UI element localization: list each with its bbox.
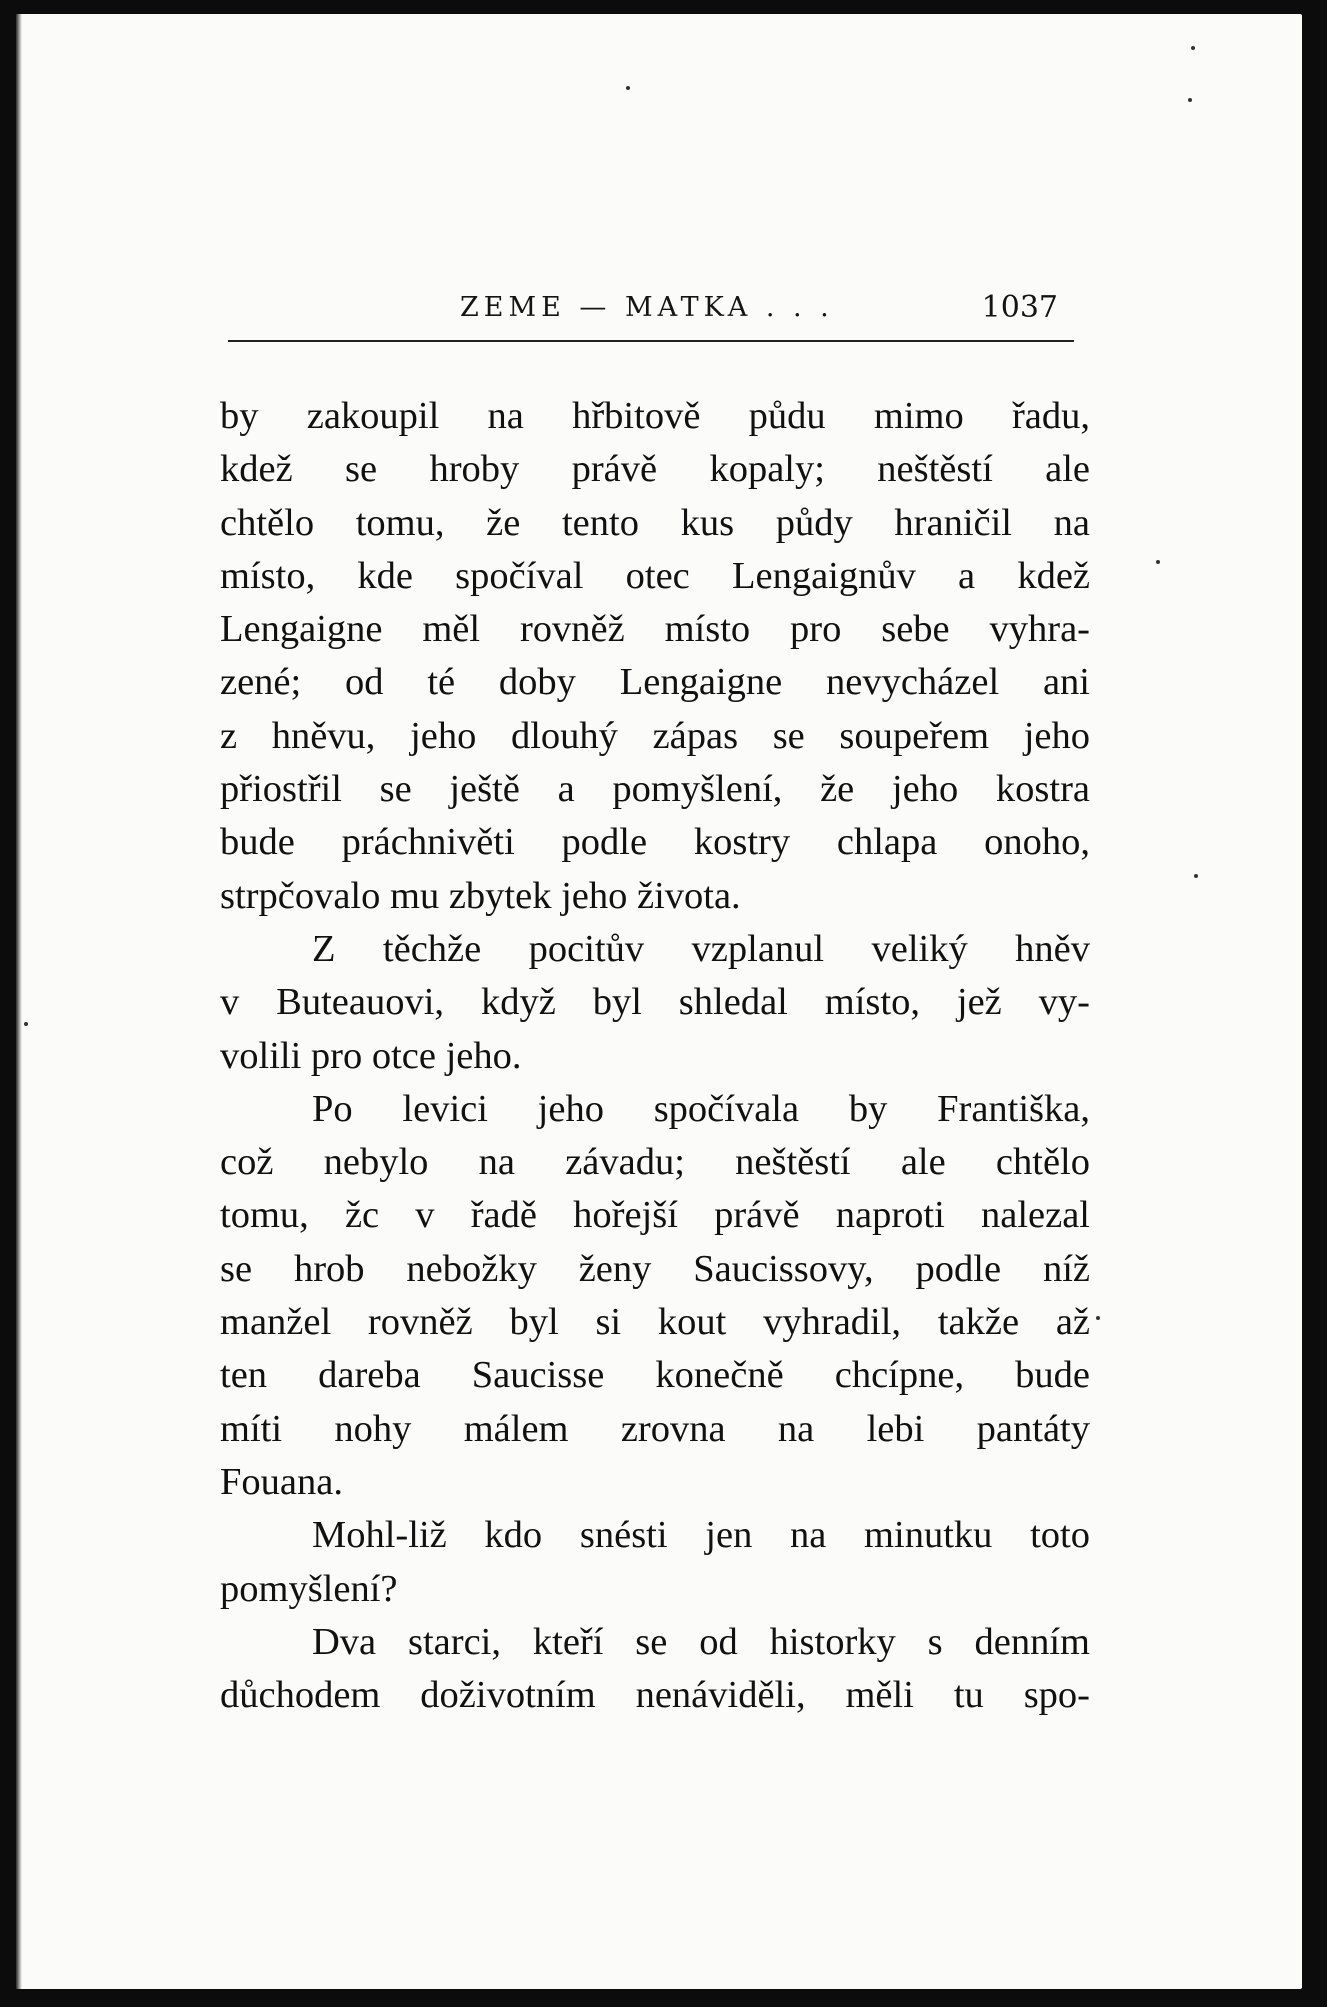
scan-speck — [24, 1022, 28, 1026]
text-line: z hněvu, jeho dlouhý zápas se soupeřem jeho — [220, 714, 1090, 757]
scan-speck — [1188, 98, 1192, 102]
text-line: bude práchnivěti podle kostry chlapa onoho, — [220, 821, 1090, 864]
text-line-paragraph-start: Dva starci, kteří se od historky s denním — [312, 1620, 1090, 1663]
text-line: což nebylo na závadu; neštěstí ale chtělo — [220, 1141, 1090, 1184]
running-title: ZEME — MATKA . . . — [460, 292, 834, 323]
running-head — [208, 278, 1068, 338]
text-line-paragraph-end: strpčovalo mu zbytek jeho života. — [220, 874, 741, 917]
text-line: manžel rovněž byl si kout vyhradil, takže až — [220, 1301, 1090, 1344]
text-line-paragraph-start: Po levici jeho spočívala by Františka, — [312, 1087, 1090, 1130]
text-line: místo, kde spočíval otec Lengaignův a kdež — [220, 554, 1090, 597]
scan-speck — [626, 86, 630, 90]
text-line: se hrob nebožky ženy Saucissovy, podle níž — [220, 1247, 1090, 1290]
scan-speck — [1194, 874, 1198, 878]
book-page — [16, 14, 1302, 1989]
text-line: přiostřil se ještě a pomyšlení, že jeho kostra — [220, 768, 1090, 811]
text-line: ten dareba Saucisse konečně chcípne, bude — [220, 1354, 1090, 1397]
header-rule — [228, 340, 1074, 342]
text-line: zené; od té doby Lengaigne nevycházel ani — [220, 661, 1090, 704]
text-line-paragraph-end: volili pro otce jeho. — [220, 1034, 522, 1077]
text-line: tomu, žc v řadě hořejší právě naproti nalezal — [220, 1194, 1090, 1237]
text-line: v Buteauovi, když byl shledal místo, jež vy- — [220, 981, 1090, 1024]
text-line: Lengaigne měl rovněž místo pro sebe vyhra- — [220, 608, 1090, 651]
page-edge-shadow — [16, 14, 22, 1989]
text-line-paragraph-end: pomyšlení? — [220, 1567, 398, 1610]
scan-speck — [1096, 1316, 1100, 1320]
text-line: míti nohy málem zrovna na lebi pantáty — [220, 1407, 1090, 1450]
text-line-paragraph-end: Fouana. — [220, 1460, 343, 1503]
scan-speck — [1156, 560, 1160, 564]
text-line: kdež se hroby právě kopaly; neštěstí ale — [220, 448, 1090, 491]
body-text — [220, 390, 1090, 1722]
text-line-paragraph-start: Z těchže pocitův vzplanul veliký hněv — [312, 927, 1090, 970]
text-line: chtělo tomu, že tento kus půdy hraničil na — [220, 501, 1090, 544]
page-number: 1037 — [981, 290, 1058, 325]
scan-speck — [1191, 46, 1195, 50]
text-line-paragraph-start: Mohl-liž kdo snésti jen na minutku toto — [312, 1514, 1090, 1557]
text-line: by zakoupil na hřbitově půdu mimo řadu, — [220, 395, 1090, 437]
text-line: důchodem doživotním nenáviděli, měli tu spo- — [220, 1674, 1090, 1717]
